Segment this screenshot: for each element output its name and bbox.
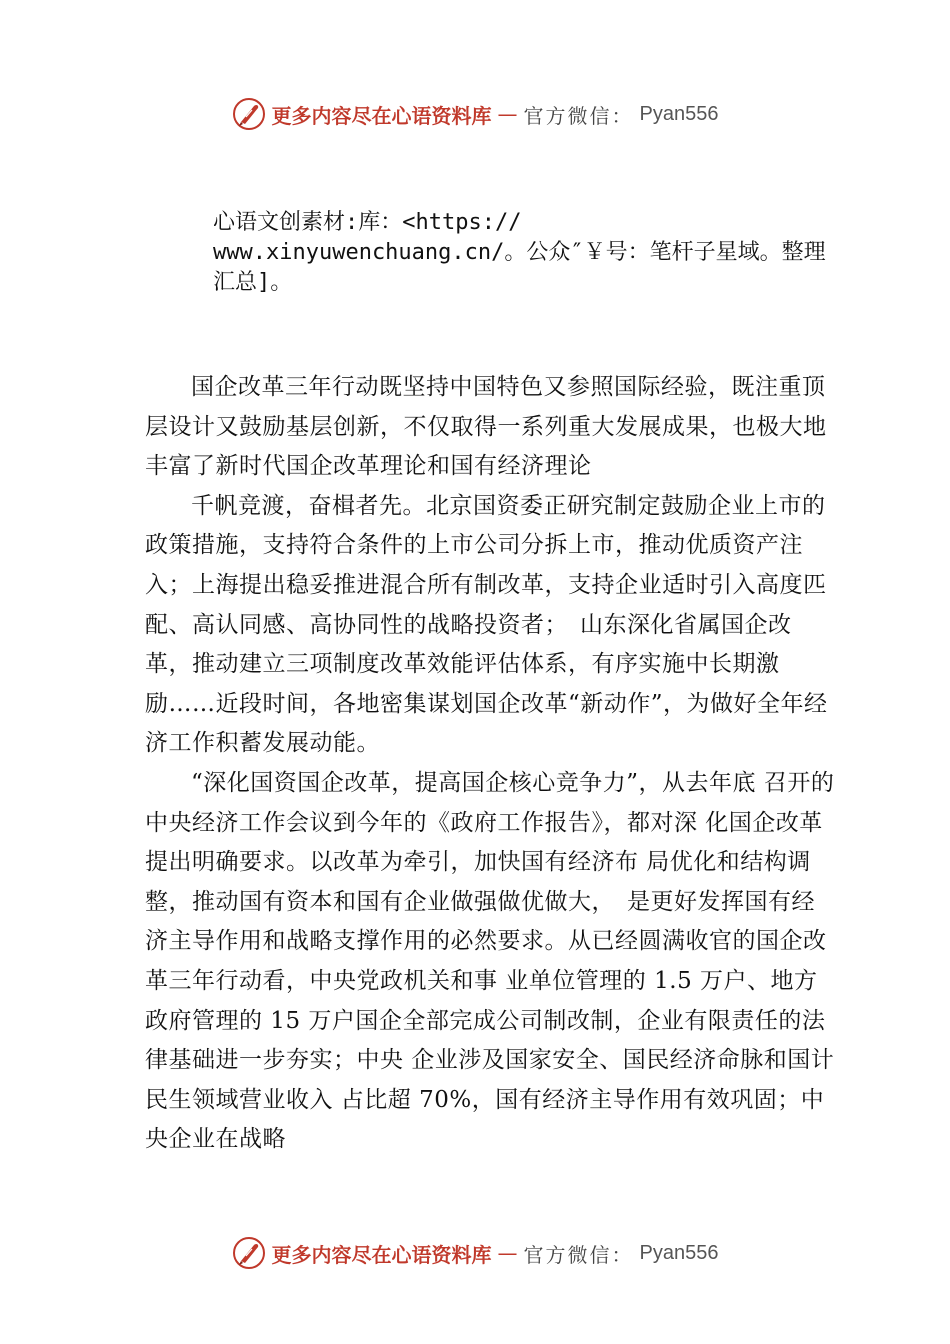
article-paragraph-2: 千帆竞渡，奋楫者先。北京国资委正研究制定鼓励企业上市的政策措施，支持符合条件的上市公司分拆上市，推动优质资产注入；上海提出稳妥推进混合所有制改革，支持企业适时引入高度匹配、高认同感、高协同性的战略投资者； 山东深化省属国企改革，推动建立三项制度改革效能评估体系，有序实施中长期激励……近段时间，各地密集谋划国企改革“新动作”，为做好全年经济工作积蓄发展动能。 bbox=[145, 492, 828, 757]
banner-content bbox=[232, 1236, 719, 1270]
article-paragraph-1: 国企改革三年行动既坚持中国特色又参照国际经验，既注重顶层设计又鼓励基层创新，不仅取得一系列重大发展成果，也极大地丰富了新时代国企改革理论和国有经济理论 bbox=[145, 374, 827, 480]
quill-pen-logo-icon bbox=[232, 1236, 266, 1270]
article-body bbox=[145, 368, 835, 1160]
banner-content bbox=[232, 97, 719, 131]
article-paragraph-3: “深化国资国企改革，提高国企核心竞争力”，从去年底 召开的中央经济工作会议到今年的《政府工作报告》，都对深 化国企改革提出明确要求。以改革为牵引，加快国有经济布 局优化和结构调整，推动国有资本和国有企业做强做优做大， 是更好发挥国有经济主导作用和战略支撑作用的必然要求。从已经圆满收官的国企改革三年行动看，中央党政机关和事 业单位管理的 1.5 万户、地方政府管理的 15 万户国企全部完成公司制改制，企业有限责任的法律基础进一步夯实；中央 企业涉及国家安全、国民经济命脉和国计民生领域营业收入 占比超 70%，国有经济主导作用有效巩固；中央企业在战略 bbox=[145, 769, 835, 1153]
banner-wechat-label: 官方微信： bbox=[523, 103, 634, 128]
banner-separator: — bbox=[497, 1241, 518, 1265]
quill-pen-logo-icon bbox=[232, 97, 266, 131]
footer-banner bbox=[0, 1231, 950, 1275]
header-banner bbox=[0, 92, 950, 136]
source-note: 心语文创素材:库：<https:// www.xinyuwenchuang.cn/。公众″￥号：笔杆子星域。整理汇总]。 bbox=[213, 210, 826, 295]
banner-wechat-account: Pyan556 bbox=[639, 102, 719, 125]
banner-title: 更多内容尽在心语资料库 bbox=[271, 1242, 492, 1267]
banner-wechat-account: Pyan556 bbox=[639, 1241, 719, 1264]
banner-title: 更多内容尽在心语资料库 bbox=[271, 103, 492, 128]
banner-separator: — bbox=[497, 102, 518, 126]
banner-wechat-label: 官方微信： bbox=[523, 1242, 634, 1267]
